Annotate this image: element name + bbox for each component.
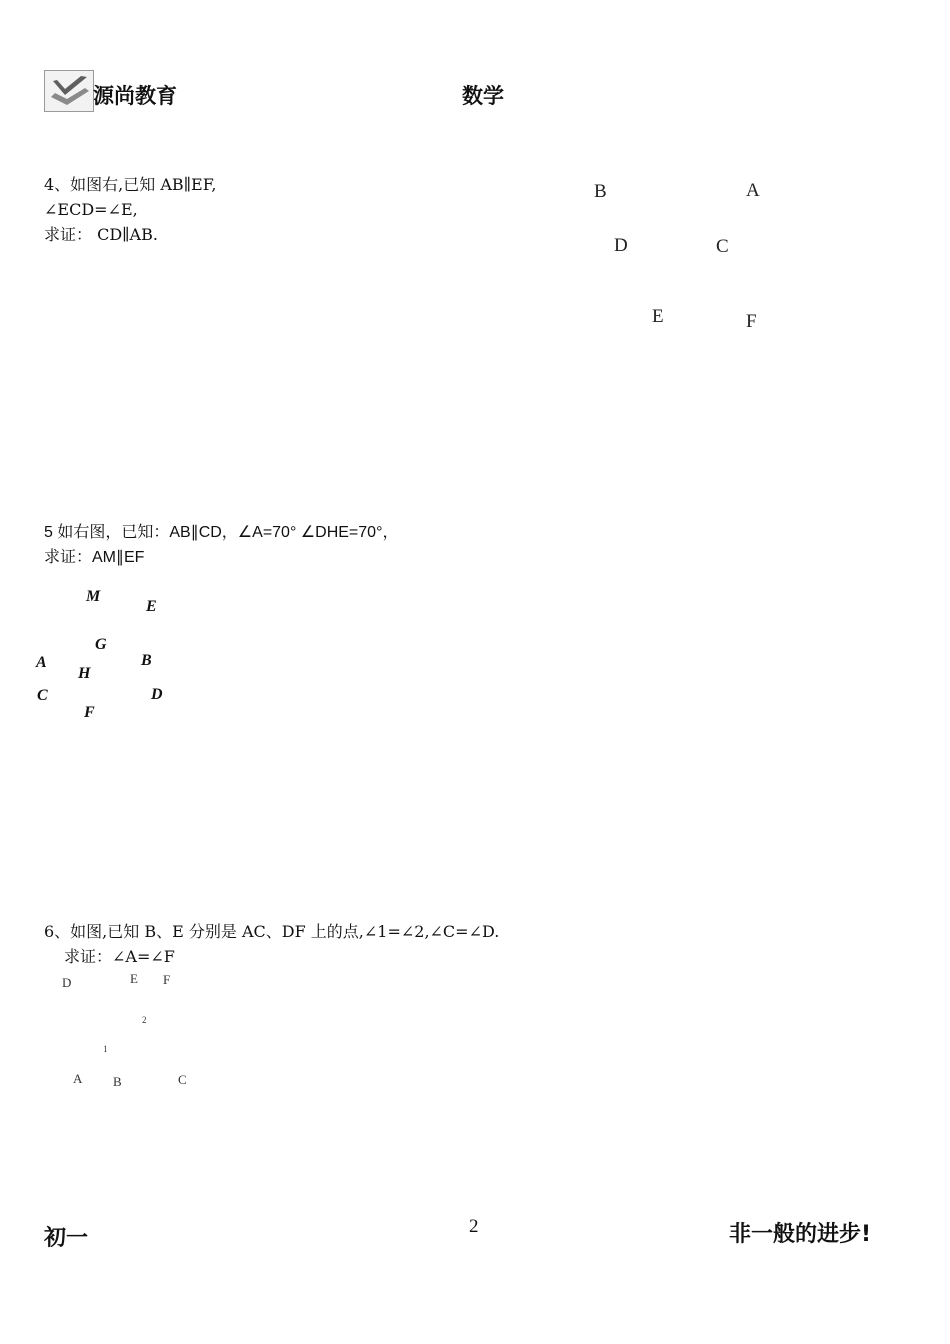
figure-6-label: D (62, 975, 72, 990)
figure-5-label: D (151, 686, 163, 703)
problem-5-line-2: 求证：AM∥EF (44, 549, 145, 566)
problem-6-line-1: 6、如图,已知 B、E 分别是 AC、DF 上的点,∠1=∠2,∠C=∠D. (44, 922, 500, 941)
footer-slogan: 非一般的进步! (729, 1222, 872, 1247)
figure-4-label: E (652, 306, 664, 327)
figure-4-label: F (746, 311, 757, 332)
problem-4-line-3: 求证： CD∥AB. (44, 225, 158, 244)
figure-5-label: F (84, 704, 95, 721)
subject-title: 数学 (462, 84, 504, 108)
logo-icon (44, 70, 94, 112)
figure-5-label: B (141, 652, 152, 669)
figure-4-label: A (746, 180, 760, 201)
problem-5-line-1: 5 如右图，已知：AB∥CD，∠A=70° ∠DHE=70°， (44, 524, 399, 541)
figure-5-label: C (37, 687, 48, 704)
figure-5-label: G (95, 636, 107, 653)
figure-6-label: F (163, 972, 171, 987)
problem-6-line-2: 求证：∠A=∠F (64, 947, 175, 966)
page-number: 2 (469, 1216, 479, 1237)
figure-5-label: A (36, 654, 47, 671)
figure-5-label: M (86, 588, 101, 605)
footer-grade: 初一 (44, 1226, 89, 1251)
brand-name: 源尚教育 (93, 84, 177, 108)
figure-6-label: 1 (103, 1044, 108, 1054)
figure-5-label: E (146, 598, 157, 615)
figure-6-label: 2 (142, 1015, 147, 1025)
figure-4-label: D (614, 235, 628, 256)
figure-6-label: B (113, 1074, 122, 1089)
figure-4-label: B (594, 181, 607, 202)
figure-6-label: C (178, 1072, 187, 1087)
problem-4-line-2: ∠ECD=∠E, (44, 200, 138, 219)
figure-5-label: H (78, 665, 91, 682)
problem-4-line-1: 4、如图右,已知 AB∥EF, (44, 175, 217, 194)
figure-6-label: E (130, 971, 138, 986)
figure-4-label: C (716, 236, 729, 257)
figure-6-label: A (73, 1071, 83, 1086)
